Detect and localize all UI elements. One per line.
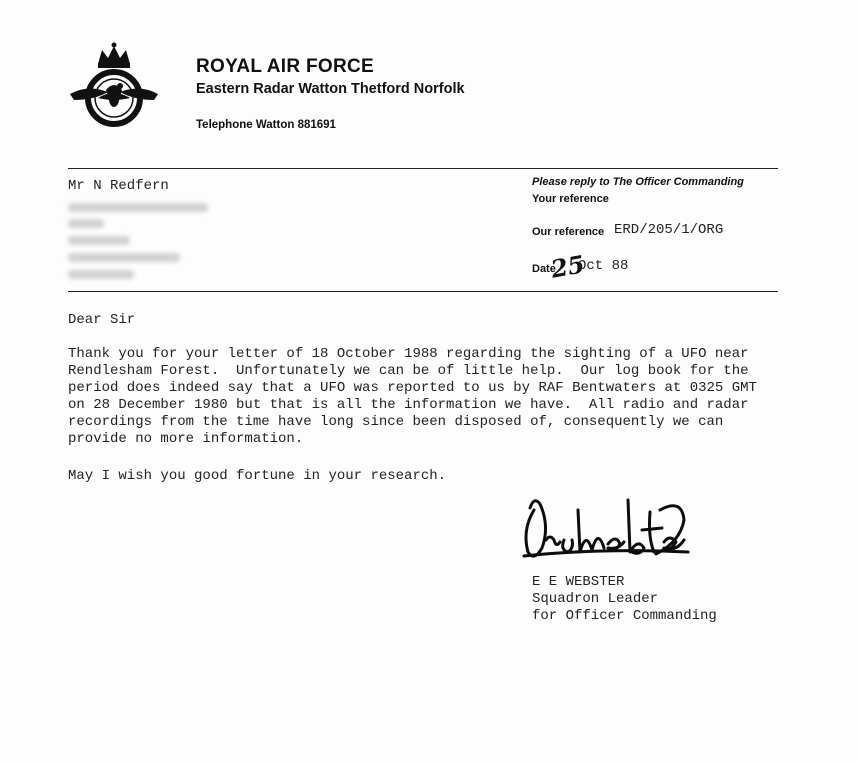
body-line: period does indeed say that a UFO was reported to us by RAF Bentwaters at 0325 GMT (68, 380, 757, 396)
redacted-address-line (68, 270, 134, 279)
signatory-name: E E WEBSTER (532, 574, 625, 590)
date-month-year: Oct 88 (578, 258, 629, 274)
salutation: Dear Sir (68, 312, 136, 328)
redacted-address-line (68, 219, 104, 228)
body-line: recordings from the time have long since been disposed of, consequently we can (68, 414, 724, 430)
body-line: Rendlesham Forest. Unfortunately we can be of little help. Our log book for the (68, 363, 749, 379)
reply-instruction: Please reply to The Officer Commanding (532, 176, 744, 188)
raf-crest-icon (68, 40, 160, 136)
organization-name: ROYAL AIR FORCE (196, 56, 374, 77)
header-divider-top (68, 168, 778, 169)
organization-address: Eastern Radar Watton Thetford Norfolk (196, 81, 465, 97)
date-label: Date (532, 263, 556, 275)
redacted-address-line (68, 253, 180, 262)
recipient-name: Mr N Redfern (68, 178, 169, 194)
closing-line: May I wish you good fortune in your research. (68, 468, 447, 484)
redacted-address-line (68, 203, 208, 212)
your-reference-label: Your reference (532, 193, 609, 205)
telephone: Telephone Watton 881691 (196, 119, 336, 131)
our-reference-label: Our reference (532, 226, 605, 238)
signatory-rank: Squadron Leader (532, 591, 659, 607)
header-divider-bottom (68, 291, 778, 292)
date-day-handwritten: 25 (548, 249, 587, 284)
body-line: provide no more information. (68, 431, 304, 447)
redacted-address-line (68, 236, 130, 245)
body-line: Thank you for your letter of 18 October 1988 regarding the sighting of a UFO near (68, 346, 749, 362)
our-reference-value: ERD/205/1/ORG (614, 222, 724, 238)
handwritten-signature (520, 490, 690, 570)
signatory-role: for Officer Commanding (532, 608, 717, 624)
body-line: on 28 December 1980 but that is all the information we have. All radio and radar (68, 397, 749, 413)
